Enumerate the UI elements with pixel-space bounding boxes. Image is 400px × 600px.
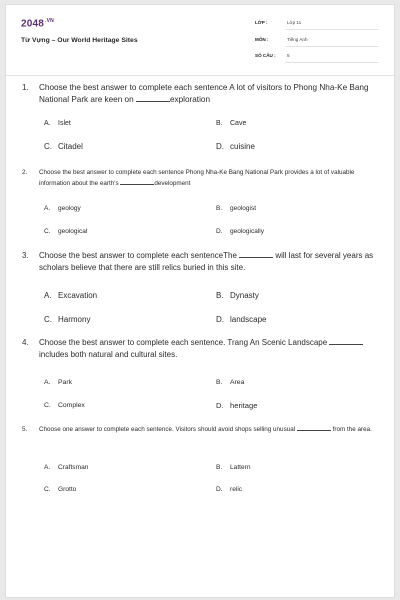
stem-text: Choose the best answer to complete each sentence. Trang An Scenic Landscape xyxy=(39,338,330,347)
option-letter: D. xyxy=(216,315,224,324)
question-stem xyxy=(39,424,379,436)
option-text: relic xyxy=(230,486,243,493)
stem-text: Choose the best answer to complete each sentenceThe xyxy=(39,251,240,260)
question-number: 1. xyxy=(22,83,29,92)
option-d[interactable] xyxy=(216,141,255,153)
option-a[interactable] xyxy=(44,377,72,389)
stem-text: Choose one answer to complete each sentence. Visitors should avoid shops selling unusual xyxy=(39,426,297,433)
option-letter: A. xyxy=(44,205,51,212)
option-letter: B. xyxy=(216,379,223,386)
option-letter: C. xyxy=(44,315,52,324)
option-letter: C. xyxy=(44,402,51,409)
stem-text: from the area. xyxy=(330,426,372,433)
option-a[interactable] xyxy=(44,118,71,130)
option-letter: D. xyxy=(216,401,224,410)
option-letter: B. xyxy=(216,291,224,300)
meta-class-value: Lớp 11 xyxy=(287,20,302,25)
option-b[interactable] xyxy=(216,203,256,214)
stem-text: Choose the best answer to complete each sentence Phong Nha-Ke Bang National Park provides a lot of valuable information about the earth's xyxy=(39,169,355,187)
option-b[interactable] xyxy=(216,290,259,302)
option-a[interactable] xyxy=(44,290,97,302)
meta-divider xyxy=(285,46,379,47)
option-a[interactable] xyxy=(44,462,88,474)
option-letter: D. xyxy=(216,142,224,151)
answer-blank xyxy=(136,95,170,102)
question-number: 5. xyxy=(22,426,28,433)
option-d[interactable] xyxy=(216,484,242,496)
worksheet-header xyxy=(6,5,394,76)
answer-blank xyxy=(297,424,331,431)
option-text: Dynasty xyxy=(230,291,259,300)
option-c[interactable] xyxy=(44,226,87,237)
option-text: Grotto xyxy=(58,486,77,493)
option-letter: D. xyxy=(216,486,223,493)
option-text: geology xyxy=(58,205,81,212)
option-text: Craftsman xyxy=(58,464,89,471)
stem-text: development xyxy=(154,180,191,187)
stem-text: includes both natural and cultural sites. xyxy=(39,350,178,359)
meta-divider xyxy=(285,62,379,63)
option-text: cuisine xyxy=(230,142,255,151)
meta-count-value: 5 xyxy=(287,53,290,58)
question-stem xyxy=(39,250,379,274)
option-letter: C. xyxy=(44,142,52,151)
option-letter: C. xyxy=(44,228,51,235)
option-text: Citadel xyxy=(58,142,83,151)
option-letter: D. xyxy=(216,228,223,235)
option-text: Harmony xyxy=(58,315,91,324)
meta-class-label: LỚP : xyxy=(255,20,268,25)
question-number: 4. xyxy=(22,338,29,347)
option-letter: A. xyxy=(44,464,51,471)
question-stem xyxy=(39,337,379,361)
option-text: geological xyxy=(58,228,88,235)
answer-blank xyxy=(239,251,273,258)
meta-count-label: SỐ CÂU : xyxy=(255,53,276,58)
option-text: landscape xyxy=(230,315,267,324)
question-number: 2. xyxy=(22,169,28,176)
option-text: Complex xyxy=(58,402,85,409)
meta-subject-value: Tiếng Anh xyxy=(287,37,308,42)
option-d[interactable] xyxy=(216,226,264,237)
option-text: Cave xyxy=(230,120,247,127)
option-letter: C. xyxy=(44,486,51,493)
meta-question-count xyxy=(255,53,379,61)
option-text: Lattern xyxy=(230,464,251,471)
meta-subject-label: MÔN : xyxy=(255,37,269,42)
option-c[interactable] xyxy=(44,314,90,326)
option-a[interactable] xyxy=(44,203,81,214)
meta-divider xyxy=(285,29,379,30)
question-stem xyxy=(39,167,379,189)
option-b[interactable] xyxy=(216,462,251,474)
option-letter: A. xyxy=(44,379,51,386)
stem-text: Choose the best answer to complete each sentence A lot of visitors to Phong Nha-Ke Bang National Park are keen on xyxy=(39,83,369,104)
answer-blank xyxy=(329,338,363,345)
option-b[interactable] xyxy=(216,118,246,130)
option-c[interactable] xyxy=(44,400,85,412)
option-c[interactable] xyxy=(44,141,83,153)
site-logo[interactable] xyxy=(21,18,54,29)
option-d[interactable] xyxy=(216,314,266,326)
option-d[interactable] xyxy=(216,400,257,412)
option-letter: A. xyxy=(44,120,51,127)
worksheet-title: Từ Vựng – Our World Heritage Sites xyxy=(21,37,138,44)
option-text: geologist xyxy=(230,205,257,212)
option-text: geologically xyxy=(230,228,264,235)
option-letter: B. xyxy=(216,205,223,212)
answer-blank xyxy=(120,178,154,185)
worksheet-page xyxy=(5,4,395,598)
meta-subject xyxy=(255,37,379,45)
question-number: 3. xyxy=(22,251,29,260)
option-letter: B. xyxy=(216,464,223,471)
option-text: Islet xyxy=(58,120,71,127)
option-text: Excavation xyxy=(58,291,98,300)
option-text: Area xyxy=(230,379,245,386)
meta-class xyxy=(255,20,379,28)
question-stem xyxy=(39,82,379,106)
option-b[interactable] xyxy=(216,377,244,389)
option-letter: A. xyxy=(44,291,52,300)
option-text: Park xyxy=(58,379,72,386)
option-c[interactable] xyxy=(44,484,76,496)
logo-suffix: .VN xyxy=(45,18,54,24)
option-letter: B. xyxy=(216,120,223,127)
option-text: heritage xyxy=(230,401,258,410)
logo-text: 2048 xyxy=(21,18,45,30)
stem-text: will last for several years as scholars believe that there are still relics buried in this site. xyxy=(39,251,374,272)
stem-text: exploration xyxy=(169,95,211,104)
